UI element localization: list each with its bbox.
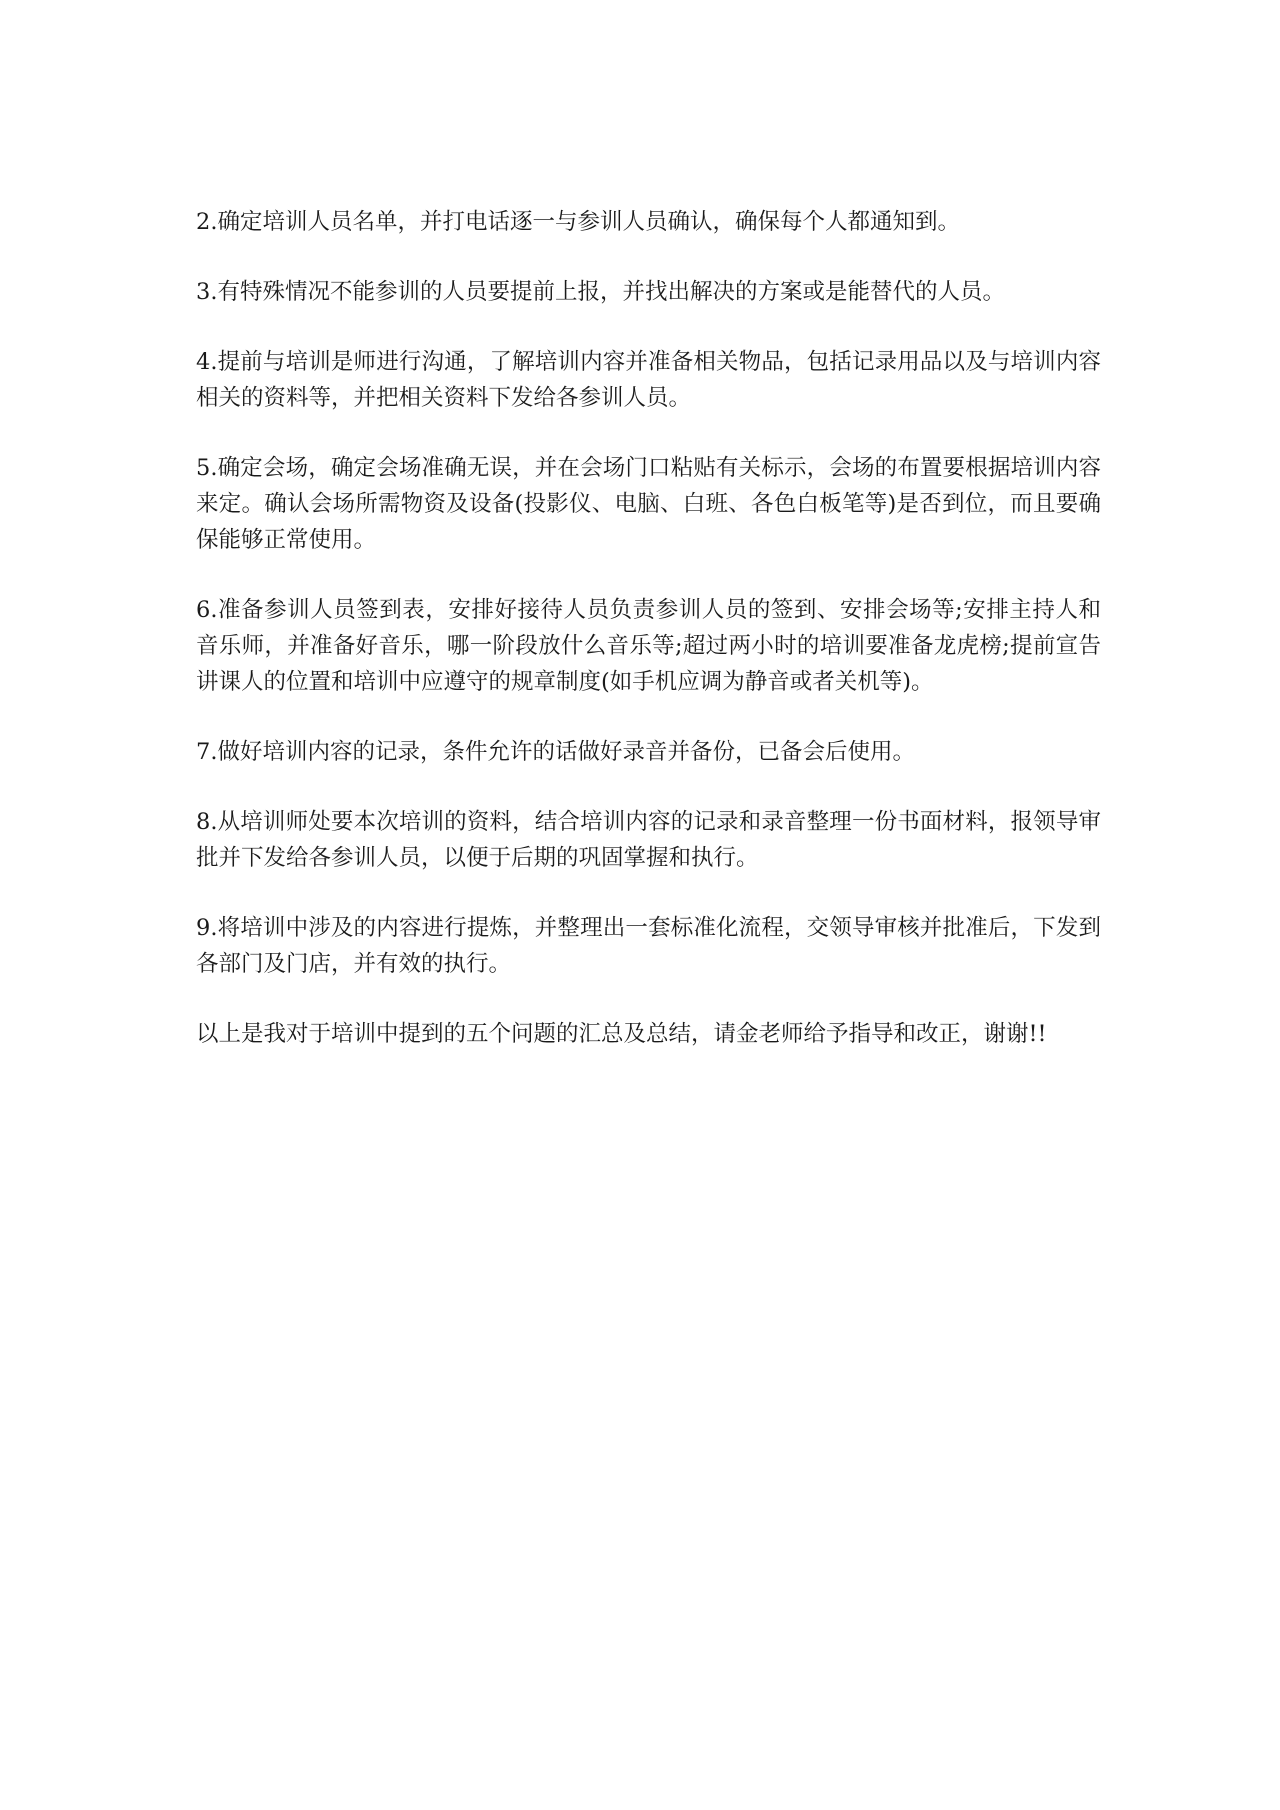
paragraph-item-9: 9.将培训中涉及的内容进行提炼，并整理出一套标准化流程，交领导审核并批准后，下发到各部门及门店，并有效的执行。 (196, 915, 1101, 977)
closing-paragraph: 以上是我对于培训中提到的五个问题的汇总及总结，请金老师给予指导和改正，谢谢!! (196, 1021, 1047, 1047)
paragraph-item-3: 3.有特殊情况不能参训的人员要提前上报，并找出解决的方案或是能替代的人员。 (196, 279, 1005, 305)
paragraph-item-8: 8.从培训师处要本次培训的资料，结合培训内容的记录和录音整理一份书面材料，报领导审批并下发给各参训人员，以便于后期的巩固掌握和执行。 (196, 809, 1101, 871)
paragraph-item-2: 2.确定培训人员名单，并打电话逐一与参训人员确认，确保每个人都通知到。 (196, 209, 960, 235)
paragraph-item-7: 7.做好培训内容的记录，条件允许的话做好录音并备份，已备会后使用。 (196, 739, 915, 765)
paragraph-item-5: 5.确定会场，确定会场准确无误，并在会场门口粘贴有关标示，会场的布置要根据培训内容来定。确认会场所需物资及设备(投影仪、电脑、白班、各色白板笔等)是否到位，而且要确保能够正常使用。 (196, 455, 1101, 553)
paragraph-item-6: 6.准备参训人员签到表，安排好接待人员负责参训人员的签到、安排会场等;安排主持人和音乐师，并准备好音乐，哪一阶段放什么音乐等;超过两小时的培训要准备龙虎榜;提前宣告讲课人的位置和培训中应遵守的规章制度(如手机应调为静音或者关机等)。 (196, 597, 1101, 695)
paragraph-item-4: 4.提前与培训是师进行沟通，了解培训内容并准备相关物品，包括记录用品以及与培训内容相关的资料等，并把相关资料下发给各参训人员。 (196, 349, 1101, 411)
document-body (196, 204, 1101, 1086)
